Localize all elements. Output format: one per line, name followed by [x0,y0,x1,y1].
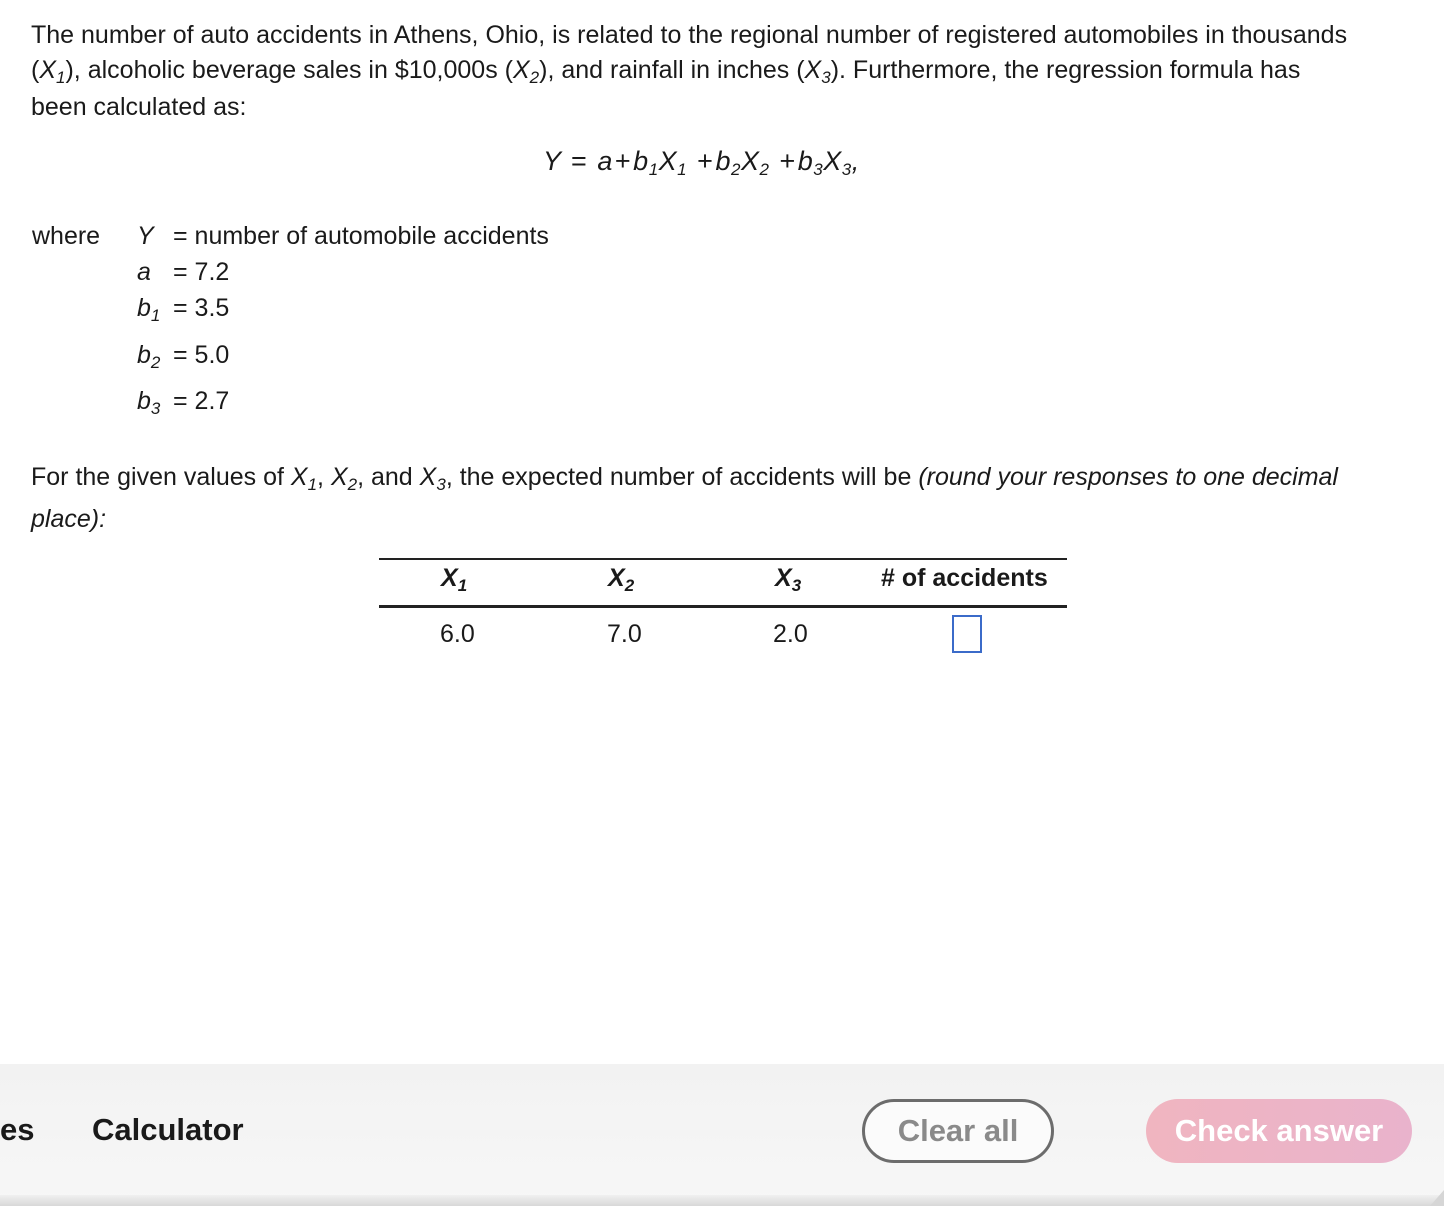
definition-row-a: a = 7.2 [137,258,230,286]
question-text: For the given values of $X_1$, $X_2$, and $X_3$, the expected number of accidents will be (round your responses to one decimal place): [31,463,1338,533]
regression-formula: $Y = a+b_1X_1 +b_2X_2 +b_3X_3$, [543,146,860,179]
resize-corner-icon [1430,1190,1444,1206]
problem-intro [31,18,1411,125]
cell-x3: 2.0 [773,620,808,648]
var-x3: $X_3$ [804,56,831,87]
footer-edge [0,1195,1444,1206]
calculator-tab[interactable]: Calculator [92,1112,244,1147]
check-answer-button[interactable]: Check answer [1146,1099,1412,1163]
definition-row-b1: $b_1 = 3.5$ [137,294,230,325]
definition-row-b2: $b_2 = 5.0$ [137,341,230,372]
intro-text: ). Furthermore, the regression formula has [830,56,1301,84]
definition-row-y: Y = number of automobile accidents [137,222,549,250]
var-x1: $X_1$ [39,56,66,87]
var-x3: $X_3$ [419,463,446,494]
intro-line3: been calculated as: [31,93,247,121]
accidents-answer-input[interactable] [952,615,982,653]
var-x2: $X_2$ [512,56,540,87]
header-x1: $X_1$ [441,564,468,595]
table-header-rule [379,605,1067,608]
cell-x2: 7.0 [607,620,642,648]
intro-text: ), and rainfall in inches ( [539,56,805,84]
definition-row-b3: $b_3 = 2.7$ [137,387,230,418]
header-x3: $X_3$ [775,564,802,595]
clear-all-button[interactable]: Clear all [862,1099,1054,1163]
var-x1: $X_1$ [290,463,318,494]
intro-text: ( [31,56,40,84]
where-label: where [32,222,101,250]
header-x2: $X_2$ [608,564,635,595]
intro-line1: The number of auto accidents in Athens, Ohio, is related to the regional number of registered automobiles in thousands [31,21,1348,49]
footer-tab-partial[interactable]: es [0,1112,35,1147]
var-x2: $X_2$ [330,463,358,494]
intro-text: ), alcoholic beverage sales in $10,000s ( [65,56,513,84]
table-top-rule [379,558,1067,560]
cell-x1: 6.0 [440,620,475,648]
rounding-instruction: (round your responses to one decimal place): [31,463,1338,533]
header-accidents: # of accidents [881,564,1048,592]
